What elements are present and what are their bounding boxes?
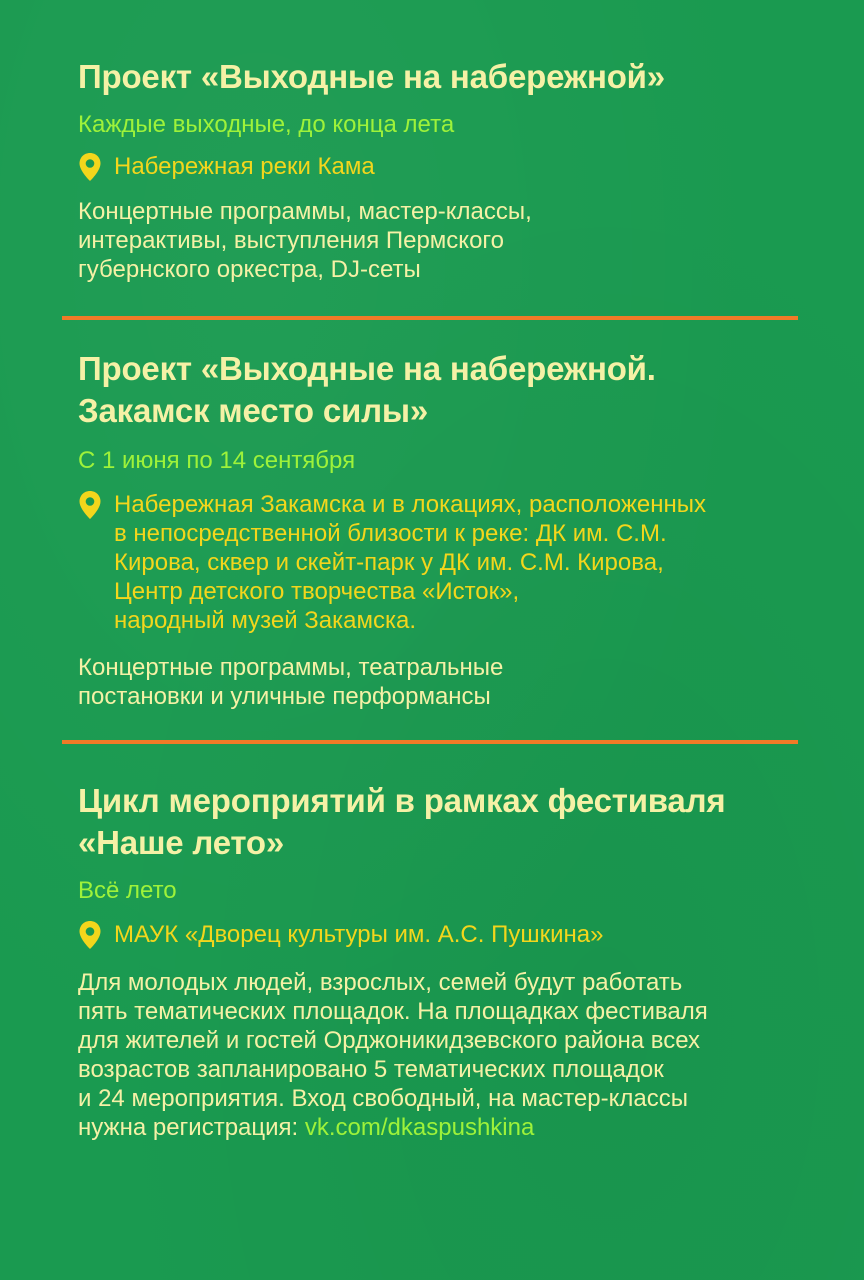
event-description-line: и 24 мероприятия. Вход свободный, на мастер-классы xyxy=(78,1085,688,1112)
event-title xyxy=(78,780,798,864)
event-location xyxy=(78,920,798,950)
event-location-line: в непосредственной близости к реке: ДК им. С.М. xyxy=(114,520,667,547)
event-section-2 xyxy=(78,348,798,711)
event-description-line: губернского оркестра, DJ-сеты xyxy=(78,256,421,283)
event-description-line: нужна регистрация: xyxy=(78,1114,305,1141)
event-description-line: Концертные программы, мастер-классы, xyxy=(78,198,532,225)
event-date: Каждые выходные, до конца лета xyxy=(78,111,455,138)
event-title xyxy=(78,56,798,98)
event-title-line: Проект «Выходные на набережной» xyxy=(78,58,665,95)
event-location-line: народный музей Закамска. xyxy=(114,607,417,634)
map-pin-icon xyxy=(78,490,102,520)
section-divider xyxy=(62,316,798,320)
event-description-line: интерактивы, выступления Пермского xyxy=(78,227,504,254)
event-date: Всё лето xyxy=(78,877,177,904)
event-title xyxy=(78,348,798,432)
event-description xyxy=(78,197,798,284)
event-location xyxy=(78,490,798,635)
event-title-line: Проект «Выходные на набережной. xyxy=(78,350,656,387)
event-location-text xyxy=(114,920,603,949)
map-pin-icon xyxy=(78,152,102,182)
event-description-line: возрастов запланировано 5 тематических площадок xyxy=(78,1056,664,1083)
event-location xyxy=(78,152,798,182)
registration-link[interactable]: vk.com/dkaspushkina xyxy=(304,1114,535,1141)
event-description xyxy=(78,968,798,1142)
event-description-line: Для молодых людей, взрослых, семей будут работать xyxy=(78,969,683,996)
event-section-1 xyxy=(78,56,798,284)
event-title-line: Закамск место силы» xyxy=(78,392,428,429)
map-pin-icon xyxy=(78,920,102,950)
event-section-3 xyxy=(78,780,798,1142)
event-location-text xyxy=(114,490,706,635)
section-divider xyxy=(62,740,798,744)
event-location-line: Набережная реки Кама xyxy=(114,153,375,180)
event-description-line: для жителей и гостей Орджоникидзевского района всех xyxy=(78,1027,701,1054)
event-location-line: Центр детского творчества «Исток», xyxy=(114,578,520,605)
event-location-line: Кирова, сквер и скейт-парк у ДК им. С.М. Кирова, xyxy=(114,549,664,576)
event-location-line: Набережная Закамска и в локациях, расположенных xyxy=(114,491,707,518)
event-description xyxy=(78,653,798,711)
event-location-text xyxy=(114,152,375,181)
event-date: С 1 июня по 14 сентября xyxy=(78,447,356,474)
event-location-line: МАУК «Дворец культуры им. А.С. Пушкина» xyxy=(114,921,604,948)
event-description-line: пять тематических площадок. На площадках фестиваля xyxy=(78,998,708,1025)
event-title-line: «Наше лето» xyxy=(78,824,285,861)
event-description-line: постановки и уличные перформансы xyxy=(78,683,491,710)
event-title-line: Цикл мероприятий в рамках фестиваля xyxy=(78,782,726,819)
event-description-line: Концертные программы, театральные xyxy=(78,654,504,681)
